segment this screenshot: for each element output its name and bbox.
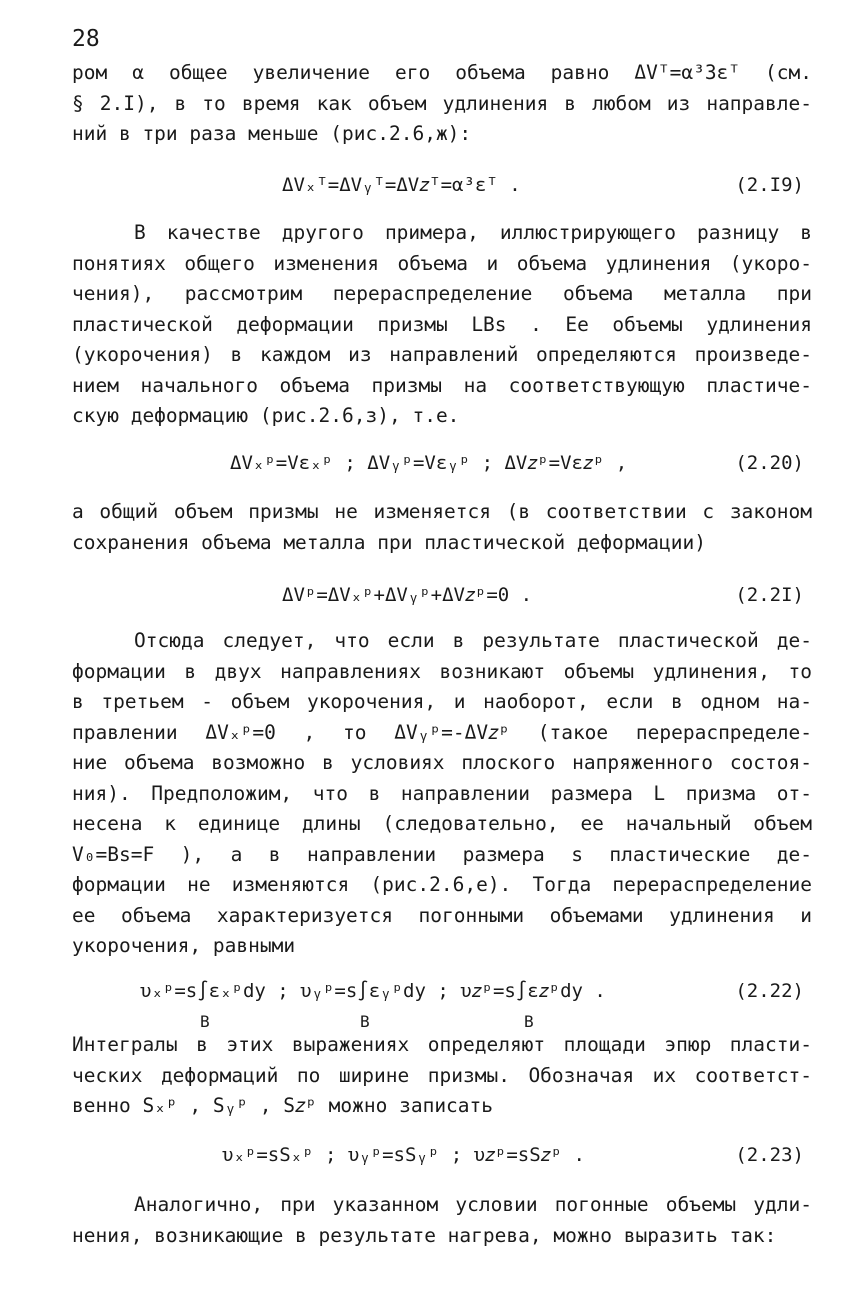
paragraph xyxy=(72,1190,812,1251)
text-line: венно Sₓᵖ , Sᵧᵖ , S𝑧ᵖ можно записать xyxy=(72,1094,494,1117)
equation-expression: υₓᵖ=s∫εₓᵖdy ; υᵧᵖ=s∫εᵧᵖdy ; υ𝑧ᵖ=s∫ε𝑧ᵖdy . xyxy=(140,980,606,1002)
text-line: Аналогично, при указанном условии погонные объемы удли- xyxy=(134,1193,812,1216)
text-line: V₀=Bs=F ), а в направлении размера s пластические де- xyxy=(72,842,812,866)
equation-expression: ΔVₓᵖ=Vεₓᵖ ; ΔVᵧᵖ=Vεᵧᵖ ; ΔV𝑧ᵖ=Vε𝑧ᵖ , xyxy=(230,452,628,474)
integral-limit: B xyxy=(524,1012,534,1031)
equation xyxy=(72,170,812,204)
equation-number: (2.20) xyxy=(735,452,804,474)
text-line: ния). Предположим, что в направлении размера L призма от- xyxy=(72,781,812,805)
equation-number: (2.23) xyxy=(735,1144,804,1166)
text-line: формации не изменяются (рис.2.6,е). Тогда перераспределение xyxy=(72,873,812,896)
page-number: 28 xyxy=(72,26,100,52)
text-line: В качестве другого примера, иллюстрирующего разницу в xyxy=(134,221,812,244)
integral-limit: B xyxy=(360,1012,370,1031)
equation xyxy=(72,1140,812,1174)
paragraph xyxy=(72,626,812,962)
paragraph xyxy=(72,497,812,558)
text-line: а общий объем призмы не изменяется (в соответствии с законом xyxy=(72,500,812,523)
equation-number: (2.I9) xyxy=(735,174,804,196)
equation-expression: ΔVᵖ=ΔVₓᵖ+ΔVᵧᵖ+ΔV𝑧ᵖ=0 . xyxy=(282,584,533,606)
equation-number: (2.2I) xyxy=(735,584,804,606)
text-line: нения, возникающие в результате нагрева, можно выразить так: xyxy=(72,1223,777,1247)
equation-expression: ΔVₓᵀ=ΔVᵧᵀ=ΔV𝑧ᵀ=α³εᵀ . xyxy=(282,174,521,196)
text-line: в третьем - объем укорочения, и наоборот, если в одном на- xyxy=(72,690,812,713)
text-line: ний в три раза меньше (рис.2.6,ж): xyxy=(72,122,472,145)
paragraph xyxy=(72,218,812,432)
text-line: ние объема возможно в условиях плоского напряженного состоя- xyxy=(72,751,812,774)
text-line: чения), рассмотрим перераспределение объема металла при xyxy=(72,282,812,305)
text-line: (укорочения) в каждом из направлений определяются произведе- xyxy=(72,343,812,366)
integral-limit: B xyxy=(200,1012,210,1031)
text-line: § 2.I), в то время как объем удлинения в любом из направле- xyxy=(72,91,812,115)
text-line: несена к единице длины (следовательно, ее начальный объем xyxy=(72,812,812,835)
text-line: укорочения, равными xyxy=(72,934,296,957)
text-line: ческих деформаций по ширине призмы. Обозначая их соответст- xyxy=(72,1063,812,1087)
text-line: ее объема характеризуется погонными объемами удлинения и xyxy=(72,903,812,927)
equation-expression: υₓᵖ=sSₓᵖ ; υᵧᵖ=sSᵧᵖ ; υ𝑧ᵖ=sS𝑧ᵖ . xyxy=(222,1144,585,1166)
equation xyxy=(72,580,812,614)
text-line: сохранения объема металла при пластической деформации) xyxy=(72,530,706,554)
text-line: Интегралы в этих выражениях определяют площади эпюр пласти- xyxy=(72,1033,812,1056)
text-line: нием начального объема призмы на соответствующую пластиче- xyxy=(72,373,812,397)
text-line: понятиях общего изменения объема и объема удлинения (укоро- xyxy=(72,251,812,275)
paragraph xyxy=(72,1030,812,1122)
text-line: Отсюда следует, что если в результате пластической де- xyxy=(134,629,812,652)
equation-number: (2.22) xyxy=(735,980,804,1002)
paragraph xyxy=(72,58,812,150)
text-line: ром α общее увеличение его объема равно ΔVᵀ=α³3εᵀ (см. xyxy=(72,61,812,84)
text-line: правлении ΔVₓᵖ=0 , то ΔVᵧᵖ=-ΔV𝑧ᵖ (такое перераспределе- xyxy=(72,720,812,744)
equation xyxy=(72,976,812,1031)
text-line: скую деформацию (рис.2.6,з), т.е. xyxy=(72,404,460,427)
text-line: формации в двух направлениях возникают объемы удлинения, то xyxy=(72,659,812,683)
text-line: пластической деформации призмы LBs . Ее объемы удлинения xyxy=(72,312,812,336)
equation xyxy=(72,448,812,482)
